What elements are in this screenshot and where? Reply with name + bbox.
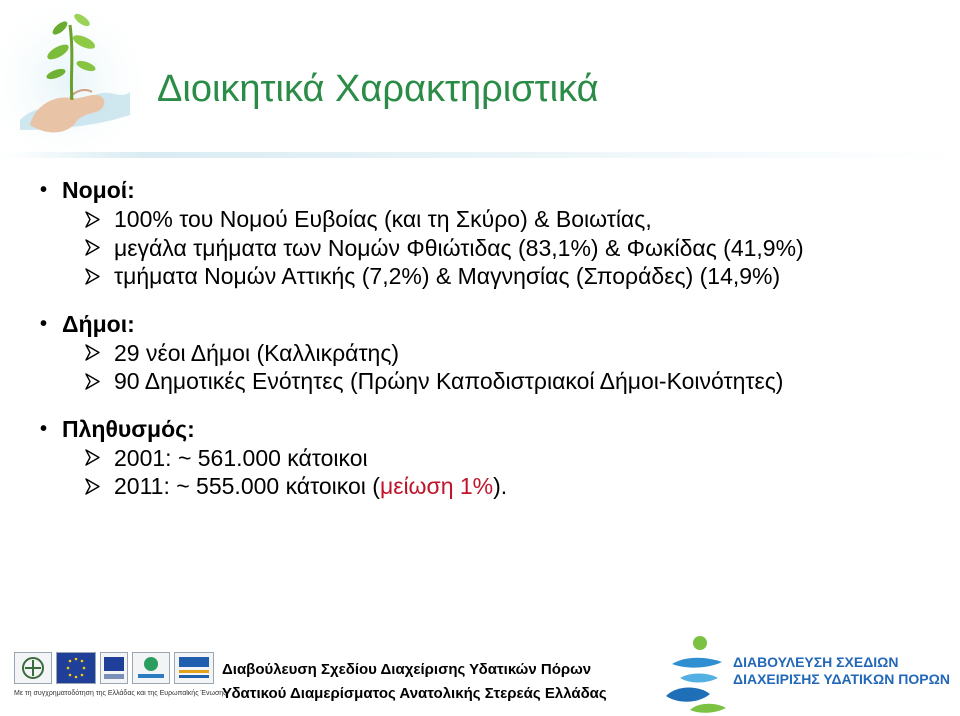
brand-line-1: ΔΙΑΒΟΥΛΕΥΣΗ ΣΧΕΔΙΩΝ — [733, 654, 899, 670]
list-item-text-end: ). — [493, 473, 508, 499]
epperaa-icon — [132, 652, 170, 684]
partner-logos — [14, 652, 214, 692]
sub-list — [40, 205, 940, 291]
slide-body — [40, 176, 940, 520]
sub-list — [40, 444, 940, 501]
arrowhead-bullet-icon — [84, 478, 101, 495]
arrowhead-bullet-icon — [84, 268, 101, 285]
arrowhead-bullet-icon — [84, 344, 101, 361]
section-heading-label: Νομοί: — [62, 177, 135, 203]
list-item — [84, 444, 940, 473]
list-item-text: 2001: ~ 561.000 κάτοικοι — [114, 444, 368, 471]
section-heading — [40, 415, 940, 444]
list-item-text: 100% του Νομού Ευβοίας (και τη Σκύρο) & Βοιωτίας, — [114, 206, 652, 232]
list-item — [84, 367, 940, 396]
section-prefectures — [40, 176, 940, 291]
section-municipalities — [40, 310, 940, 396]
cofunding-caption: Με τη συγχρηματοδότηση της Ελλάδας και της Ευρωπαϊκής Ένωσης — [14, 690, 227, 697]
list-item — [84, 234, 940, 263]
bullet-icon: • — [40, 312, 48, 335]
water-figure-logo-icon — [660, 634, 730, 714]
section-heading — [40, 176, 940, 205]
sub-list — [40, 339, 940, 396]
header-divider — [0, 152, 960, 158]
list-item — [84, 262, 940, 291]
brand-line-2: ΔΙΑΧΕΙΡΙΣΗΣ ΥΔΑΤΙΚΩΝ ΠΟΡΩΝ — [733, 671, 950, 687]
list-item — [84, 339, 940, 368]
espa-icon — [174, 652, 214, 684]
eu-flag-icon — [56, 652, 96, 684]
bullet-icon: • — [40, 417, 48, 440]
list-item-text: 29 νέοι Δήμοι (Καλλικράτης) — [114, 339, 400, 366]
eu-fund-icon — [100, 652, 128, 684]
section-heading-label: Πληθυσμός: — [62, 415, 195, 442]
list-item — [84, 205, 940, 234]
arrowhead-bullet-icon — [84, 239, 101, 256]
footer-consultation-text — [222, 658, 607, 706]
section-heading-label: Δήμοι: — [62, 310, 135, 337]
bullet-icon: • — [40, 179, 48, 201]
list-item-text: 90 Δημοτικές Ενότητες (Πρώην Καποδιστριακοί Δήμοι-Κοινότητες) — [114, 368, 784, 394]
list-item — [84, 472, 940, 501]
hand-plant-icon — [0, 0, 150, 150]
arrowhead-bullet-icon — [84, 449, 101, 466]
arrowhead-bullet-icon — [84, 373, 101, 390]
page-title: Διοικητικά Χαρακτηριστικά — [157, 68, 599, 110]
decrease-highlight: μείωση 1% — [379, 473, 494, 499]
footer-line-1: Διαβούλευση Σχεδίου Διαχείρισης Υδατικών Πόρων — [222, 661, 592, 678]
greek-state-emblem-icon — [14, 652, 52, 684]
list-item-text: τμήματα Νομών Αττικής (7,2%) & Μαγνησίας (Σποράδες) (14,9%) — [114, 263, 781, 289]
footer-brand — [733, 654, 950, 688]
list-item-text: 2011: ~ 555.000 κάτοικοι ( — [114, 473, 380, 499]
arrowhead-bullet-icon — [84, 211, 101, 228]
list-item-text: μεγάλα τμήματα των Νομών Φθιώτιδας (83,1%) & Φωκίδας (41,9%) — [114, 234, 804, 261]
section-population — [40, 415, 940, 501]
section-heading — [40, 310, 940, 339]
footer-line-2: Υδατικού Διαμερίσματος Ανατολικής Στερεάς Ελλάδας — [222, 685, 607, 702]
